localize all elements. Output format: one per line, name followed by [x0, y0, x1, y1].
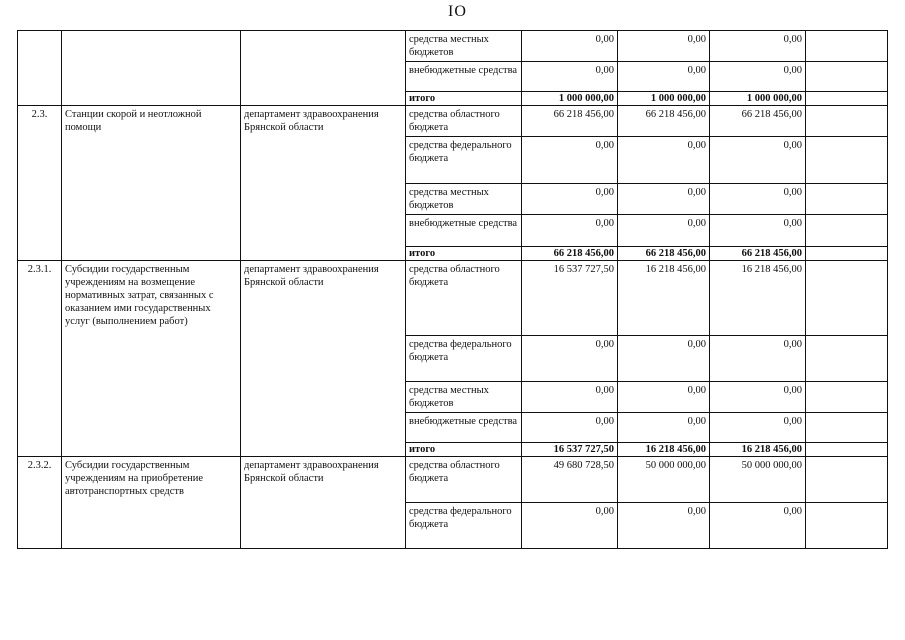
item-number: 2.3.1.: [18, 261, 62, 457]
amount-year-2: 0,00: [618, 382, 710, 413]
amount-year-2: 0,00: [618, 413, 710, 443]
amount-year-1: 0,00: [522, 62, 618, 92]
empty-cell: [806, 137, 888, 184]
amount-year-3: 0,00: [710, 215, 806, 247]
amount-year-1: 66 218 456,00: [522, 106, 618, 137]
amount-year-2: 66 218 456,00: [618, 247, 710, 261]
item-name: Станции скорой и неотложной помощи: [62, 106, 241, 261]
funding-source: итого: [406, 443, 522, 457]
funding-source: внебюджетные средства: [406, 413, 522, 443]
amount-year-1: 66 218 456,00: [522, 247, 618, 261]
item-number: 2.3.: [18, 106, 62, 261]
amount-year-2: 0,00: [618, 215, 710, 247]
amount-year-1: 0,00: [522, 31, 618, 62]
item-number: 2.3.2.: [18, 457, 62, 549]
funding-source: итого: [406, 92, 522, 106]
table-body: [18, 31, 888, 549]
amount-year-1: 1 000 000,00: [522, 92, 618, 106]
empty-cell: [806, 261, 888, 336]
amount-year-3: 16 218 456,00: [710, 261, 806, 336]
table-row: [18, 31, 888, 62]
page-number: IO: [448, 3, 467, 20]
funding-source: средства областного бюджета: [406, 261, 522, 336]
amount-year-1: 0,00: [522, 184, 618, 215]
amount-year-1: 49 680 728,50: [522, 457, 618, 503]
amount-year-2: 0,00: [618, 336, 710, 382]
funding-source: средства федерального бюджета: [406, 137, 522, 184]
amount-year-3: 0,00: [710, 31, 806, 62]
table-row: [18, 261, 888, 336]
empty-cell: [806, 503, 888, 549]
funding-source: внебюджетные средства: [406, 62, 522, 92]
funding-source: итого: [406, 247, 522, 261]
amount-year-3: 66 218 456,00: [710, 247, 806, 261]
amount-year-2: 0,00: [618, 184, 710, 215]
empty-cell: [806, 457, 888, 503]
amount-year-2: 66 218 456,00: [618, 106, 710, 137]
responsible-department: [241, 31, 406, 106]
amount-year-3: 50 000 000,00: [710, 457, 806, 503]
amount-year-3: 0,00: [710, 382, 806, 413]
amount-year-1: 0,00: [522, 413, 618, 443]
empty-cell: [806, 215, 888, 247]
amount-year-3: 0,00: [710, 336, 806, 382]
empty-cell: [806, 413, 888, 443]
item-name: Субсидии государственным учреждениям на возмещение нормативных затрат, связанных с оказанием ими государственных услуг (выполнением работ): [62, 261, 241, 457]
amount-year-2: 0,00: [618, 137, 710, 184]
amount-year-1: 16 537 727,50: [522, 443, 618, 457]
empty-cell: [806, 247, 888, 261]
item-name: [62, 31, 241, 106]
amount-year-1: 0,00: [522, 137, 618, 184]
amount-year-3: 0,00: [710, 184, 806, 215]
amount-year-1: 0,00: [522, 336, 618, 382]
funding-source: средства федерального бюджета: [406, 336, 522, 382]
funding-source: средства областного бюджета: [406, 106, 522, 137]
responsible-department: департамент здравоохранения Брянской области: [241, 457, 406, 549]
table-row: [18, 106, 888, 137]
amount-year-2: 16 218 456,00: [618, 261, 710, 336]
budget-table: [17, 30, 888, 549]
amount-year-3: 0,00: [710, 137, 806, 184]
amount-year-2: 0,00: [618, 31, 710, 62]
empty-cell: [806, 336, 888, 382]
amount-year-1: 16 537 727,50: [522, 261, 618, 336]
amount-year-1: 0,00: [522, 503, 618, 549]
empty-cell: [806, 184, 888, 215]
amount-year-2: 1 000 000,00: [618, 92, 710, 106]
amount-year-3: 0,00: [710, 413, 806, 443]
funding-source: средства областного бюджета: [406, 457, 522, 503]
funding-source: средства федерального бюджета: [406, 503, 522, 549]
funding-source: средства местных бюджетов: [406, 382, 522, 413]
empty-cell: [806, 106, 888, 137]
amount-year-3: 0,00: [710, 503, 806, 549]
amount-year-3: 66 218 456,00: [710, 106, 806, 137]
funding-source: средства местных бюджетов: [406, 184, 522, 215]
empty-cell: [806, 92, 888, 106]
funding-source: средства местных бюджетов: [406, 31, 522, 62]
item-name: Субсидии государственным учреждениям на приобретение автотранспортных средств: [62, 457, 241, 549]
amount-year-2: 0,00: [618, 503, 710, 549]
empty-cell: [806, 382, 888, 413]
amount-year-2: 16 218 456,00: [618, 443, 710, 457]
amount-year-1: 0,00: [522, 215, 618, 247]
amount-year-3: 16 218 456,00: [710, 443, 806, 457]
amount-year-3: 1 000 000,00: [710, 92, 806, 106]
amount-year-2: 0,00: [618, 62, 710, 92]
responsible-department: департамент здравоохранения Брянской области: [241, 261, 406, 457]
empty-cell: [806, 31, 888, 62]
item-number: [18, 31, 62, 106]
empty-cell: [806, 443, 888, 457]
amount-year-1: 0,00: [522, 382, 618, 413]
funding-source: внебюджетные средства: [406, 215, 522, 247]
amount-year-3: 0,00: [710, 62, 806, 92]
empty-cell: [806, 62, 888, 92]
table-row: [18, 457, 888, 503]
amount-year-2: 50 000 000,00: [618, 457, 710, 503]
responsible-department: департамент здравоохранения Брянской области: [241, 106, 406, 261]
